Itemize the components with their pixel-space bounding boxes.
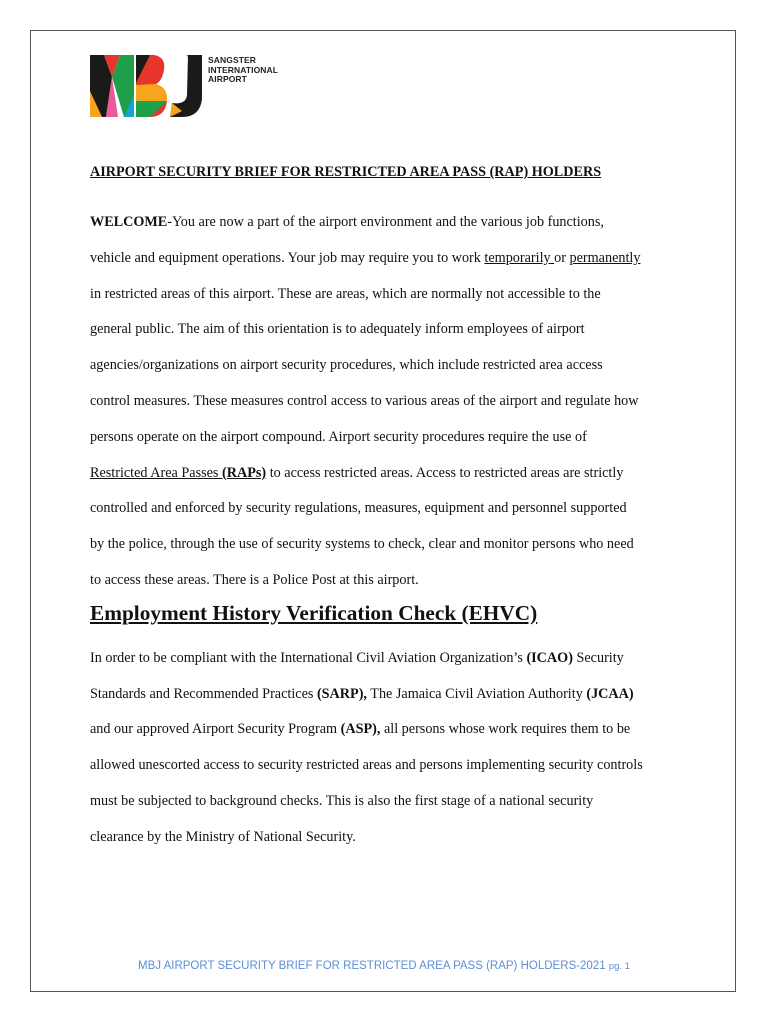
- document-body: [90, 160, 682, 856]
- temporarily-underlined: temporarily: [484, 249, 555, 266]
- ehvc-line: [90, 677, 682, 713]
- permanently-underlined: permanently: [569, 249, 641, 266]
- welcome-line: [90, 241, 682, 277]
- ehvc-text: In order to be compliant with the International Civil Aviation Organization’s: [90, 649, 527, 666]
- welcome-line: [90, 456, 682, 492]
- restricted-area-passes-underlined: Restricted Area Passes: [90, 464, 222, 481]
- welcome-line: persons operate on the airport compound. Airport security procedures require the use of: [90, 428, 587, 445]
- welcome-text: vehicle and equipment operations. Your job may require you to work: [90, 249, 485, 266]
- welcome-text: to access restricted areas. Access to restricted areas are strictly: [266, 464, 624, 481]
- ehvc-line: [90, 641, 682, 677]
- ehvc-line: allowed unescorted access to security restricted areas and persons implementing security controls: [90, 757, 643, 774]
- logo-line-international: INTERNATIONAL: [208, 64, 279, 75]
- ehvc-paragraph: [90, 641, 682, 856]
- raps-bold: (RAPs): [222, 464, 267, 481]
- asp-bold: (ASP),: [340, 721, 381, 738]
- ehvc-line: [90, 712, 682, 748]
- ehvc-text: The Jamaica Civil Aviation Authority: [366, 685, 587, 702]
- ehvc-text: and our approved Airport Security Program: [90, 721, 341, 738]
- ehvc-line: clearance by the Ministry of National Security.: [90, 828, 356, 845]
- welcome-line: agencies/organizations on airport security procedures, which include restricted area access: [90, 357, 603, 374]
- icao-bold: (ICAO): [526, 649, 573, 666]
- welcome-line: [90, 205, 682, 241]
- logo-line-sangster: SANGSTER: [208, 55, 257, 65]
- welcome-line: in restricted areas of this airport. These are areas, which are normally not accessible to the: [90, 285, 601, 302]
- ehvc-text: Standards and Recommended Practices: [90, 685, 317, 702]
- ehvc-text: all persons whose work requires them to be: [380, 721, 631, 738]
- mbj-logo-mark: [90, 55, 206, 117]
- logo-line-airport: AIRPORT: [208, 74, 247, 84]
- jcaa-bold: (JCAA): [586, 685, 634, 702]
- welcome-line: general public. The aim of this orientation is to adequately inform employees of airport: [90, 321, 585, 338]
- welcome-line: to access these areas. There is a Police Post at this airport.: [90, 571, 419, 588]
- page-footer: [0, 960, 768, 972]
- mbj-logo: [90, 55, 290, 119]
- footer-page-number: pg. 1: [608, 961, 630, 972]
- footer-text: MBJ AIRPORT SECURITY BRIEF FOR RESTRICTED AREA PASS (RAP) HOLDERS-2021: [138, 960, 606, 972]
- welcome-text: or: [554, 249, 570, 266]
- ehvc-text: Security: [572, 649, 624, 666]
- ehvc-heading: Employment History Verification Check (EHVC): [90, 600, 538, 625]
- welcome-lead: WELCOME: [90, 214, 168, 230]
- ehvc-line: must be subjected to background checks. This is also the first stage of a national security: [90, 792, 594, 809]
- welcome-line: control measures. These measures control access to various areas of the airport and regulate how: [90, 392, 639, 409]
- logo-airport-name: [208, 56, 278, 85]
- welcome-line: controlled and enforced by security regulations, measures, equipment and personnel supported: [90, 500, 627, 517]
- welcome-paragraph: [90, 205, 682, 599]
- sarp-bold: (SARP),: [316, 685, 367, 702]
- document-title: AIRPORT SECURITY BRIEF FOR RESTRICTED AREA PASS (RAP) HOLDERS: [90, 164, 602, 180]
- welcome-line: by the police, through the use of security systems to check, clear and monitor persons who need: [90, 536, 634, 553]
- welcome-text: -You are now a part of the airport environment and the various job functions,: [167, 214, 604, 230]
